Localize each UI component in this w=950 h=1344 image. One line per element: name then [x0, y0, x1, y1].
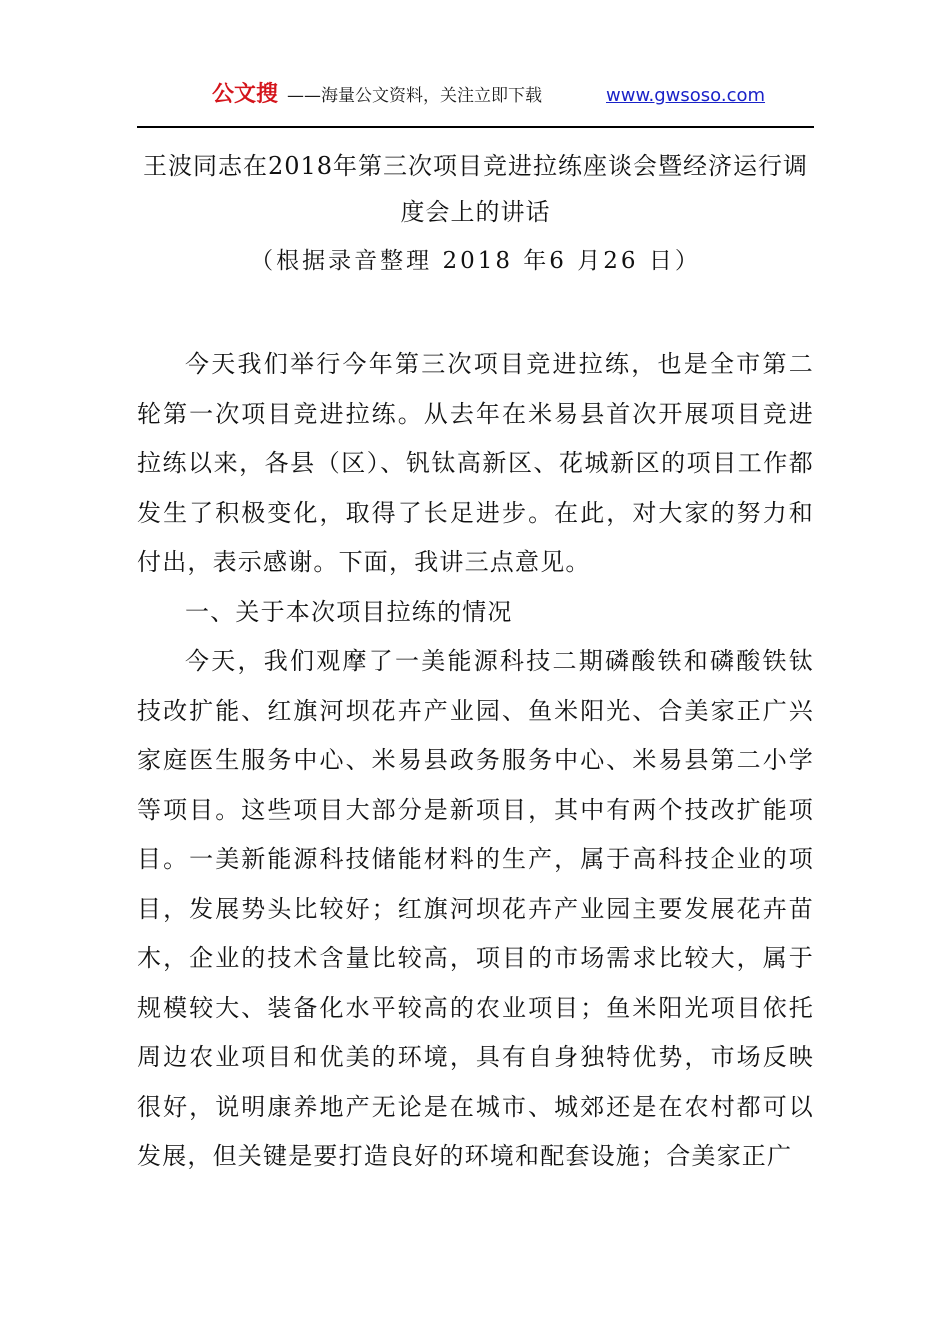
document-body [137, 340, 814, 1182]
page-header [0, 80, 950, 114]
paragraph-intro: 今天我们举行今年第三次项目竞进拉练，也是全市第二轮第一次项目竞进拉练。从去年在米易县首次开展项目竞进拉练以来，各县（区）、钒钛高新区、花城新区的项目工作都发生了积极变化，取得了长足进步。在此，对大家的努力和付出，表示感谢。下面，我讲三点意见。 [137, 350, 814, 576]
brand-logo-text[interactable]: 公文搜 [212, 82, 279, 107]
document-subtitle: （根据录音整理 2018 年6 月26 日） [250, 248, 701, 274]
document-title: 王波同志在2018年第三次项目竞进拉练座谈会暨经济运行调度会上的讲话 [142, 152, 809, 226]
paragraph-projects: 今天，我们观摩了一美能源科技二期磷酸铁和磷酸铁钛技改扩能、红旗河坝花卉产业园、鱼米阳光、合美家正广兴家庭医生服务中心、米易县政务服务中心、米易县第二小学等项目。这些项目大部分是新项目，其中有两个技改扩能项目。一美新能源科技储能材料的生产，属于高科技企业的项目，发展势头比较好；红旗河坝花卉产业园主要发展花卉苗木，企业的技术含量比较高，项目的市场需求比较大，属于规模较大、装备化水平较高的农业项目；鱼米阳光项目依托周边农业项目和优美的环境，具有自身独特优势，市场反映很好，说明康养地产无论是在城市、城郊还是在农村都可以发展，但关键是要打造良好的环境和配套设施；合美家正广 [137, 647, 814, 1170]
header-divider [137, 126, 814, 128]
header-slogan: ——海量公文资料，关注立即下载 [287, 86, 542, 106]
website-link[interactable]: www.gwsoso.com [606, 85, 766, 106]
section-heading-1: 一、关于本次项目拉练的情况 [185, 597, 513, 626]
